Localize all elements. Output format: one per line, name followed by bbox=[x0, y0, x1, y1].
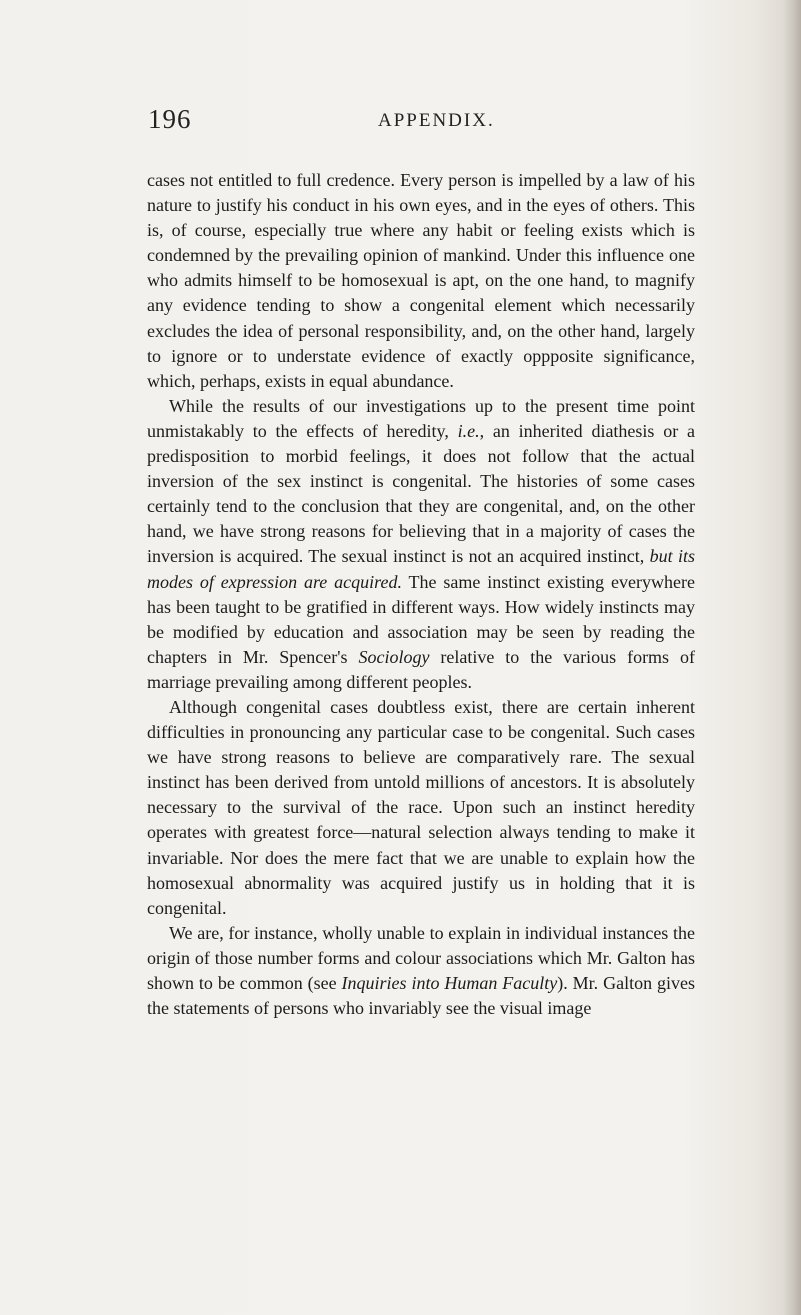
italic-text-segment: i.e. bbox=[457, 420, 480, 441]
italic-text-segment: Sociology bbox=[358, 646, 430, 667]
text-segment: relative to the various forms of marriage prevailing among different peoples. bbox=[147, 646, 695, 692]
paragraph bbox=[147, 921, 695, 1021]
page-number: 196 bbox=[148, 104, 192, 134]
paragraph bbox=[147, 695, 695, 921]
text-segment: Although congenital cases doubtless exist, there are certain inherent difficulties in pronouncing any particular case to be congenital. Such cases we have strong reasons to believe are comparatively rare. The sexual instinct has been derived from untold millions of ancestors. It is absolutely necessary to the survival of the race. Upon such an instinct heredity operates with greatest force—natural selection always tending to make it invariable. Nor does the mere fact that we are unable to explain how the homosexual abnormality was acquired justify us in holding that it is congenital. bbox=[147, 696, 695, 918]
italic-text-segment: Inquiries into Human Faculty bbox=[341, 973, 558, 993]
paragraph bbox=[147, 168, 695, 394]
running-head bbox=[0, 104, 801, 144]
paragraph bbox=[147, 394, 695, 695]
text-segment: ). Mr. Galton gives the statements of persons who invariably see the visual image bbox=[147, 973, 695, 1019]
italic-text-segment: but its modes of expression are acquired. bbox=[147, 546, 696, 592]
text-segment: While the results of our investigations up to the present time point unmistakably to the effects of heredity, bbox=[147, 395, 695, 441]
body-text bbox=[147, 168, 695, 1021]
running-header-title: APPENDIX. bbox=[378, 110, 495, 131]
text-segment: cases not entitled to full credence. Every person is impelled by a law of his nature to justify his conduct in his own eyes, and in the eyes of others. This is, of course, especially true where any habit or feeling exists which is condemned by the prevailing opinion of mankind. Under this influence one who admits himself to be homosexual is apt, on the one hand, to magnify any evidence tending to show a congenital element which necessarily excludes the idea of personal responsibility, and, on the other hand, largely to ignore or to understate evidence of exactly oppposite significance, which, perhaps, exists in equal abundance. bbox=[147, 170, 695, 391]
page-edge-shadow bbox=[783, 0, 801, 1315]
text-segment: The same instinct existing everywhere has been taught to be gratified in different ways. How widely instincts may be modified by education and association may be seen by reading the chapters in Mr. Spencer's bbox=[147, 571, 696, 667]
text-segment: We are, for instance, wholly unable to explain in individual instances the origin of those number forms and colour associations which Mr. Galton has shown to be common (see bbox=[147, 922, 695, 993]
text-segment: , an inherited diathesis or a predisposition to morbid feelings, it does not follow that the actual inversion of the sex instinct is congenital. The histories of some cases certainly tend to the conclusion that they are congenital, and, on the other hand, we have strong reasons for believing that in a majority of cases the inversion is acquired. The sexual instinct is not an acquired instinct, bbox=[147, 420, 695, 567]
